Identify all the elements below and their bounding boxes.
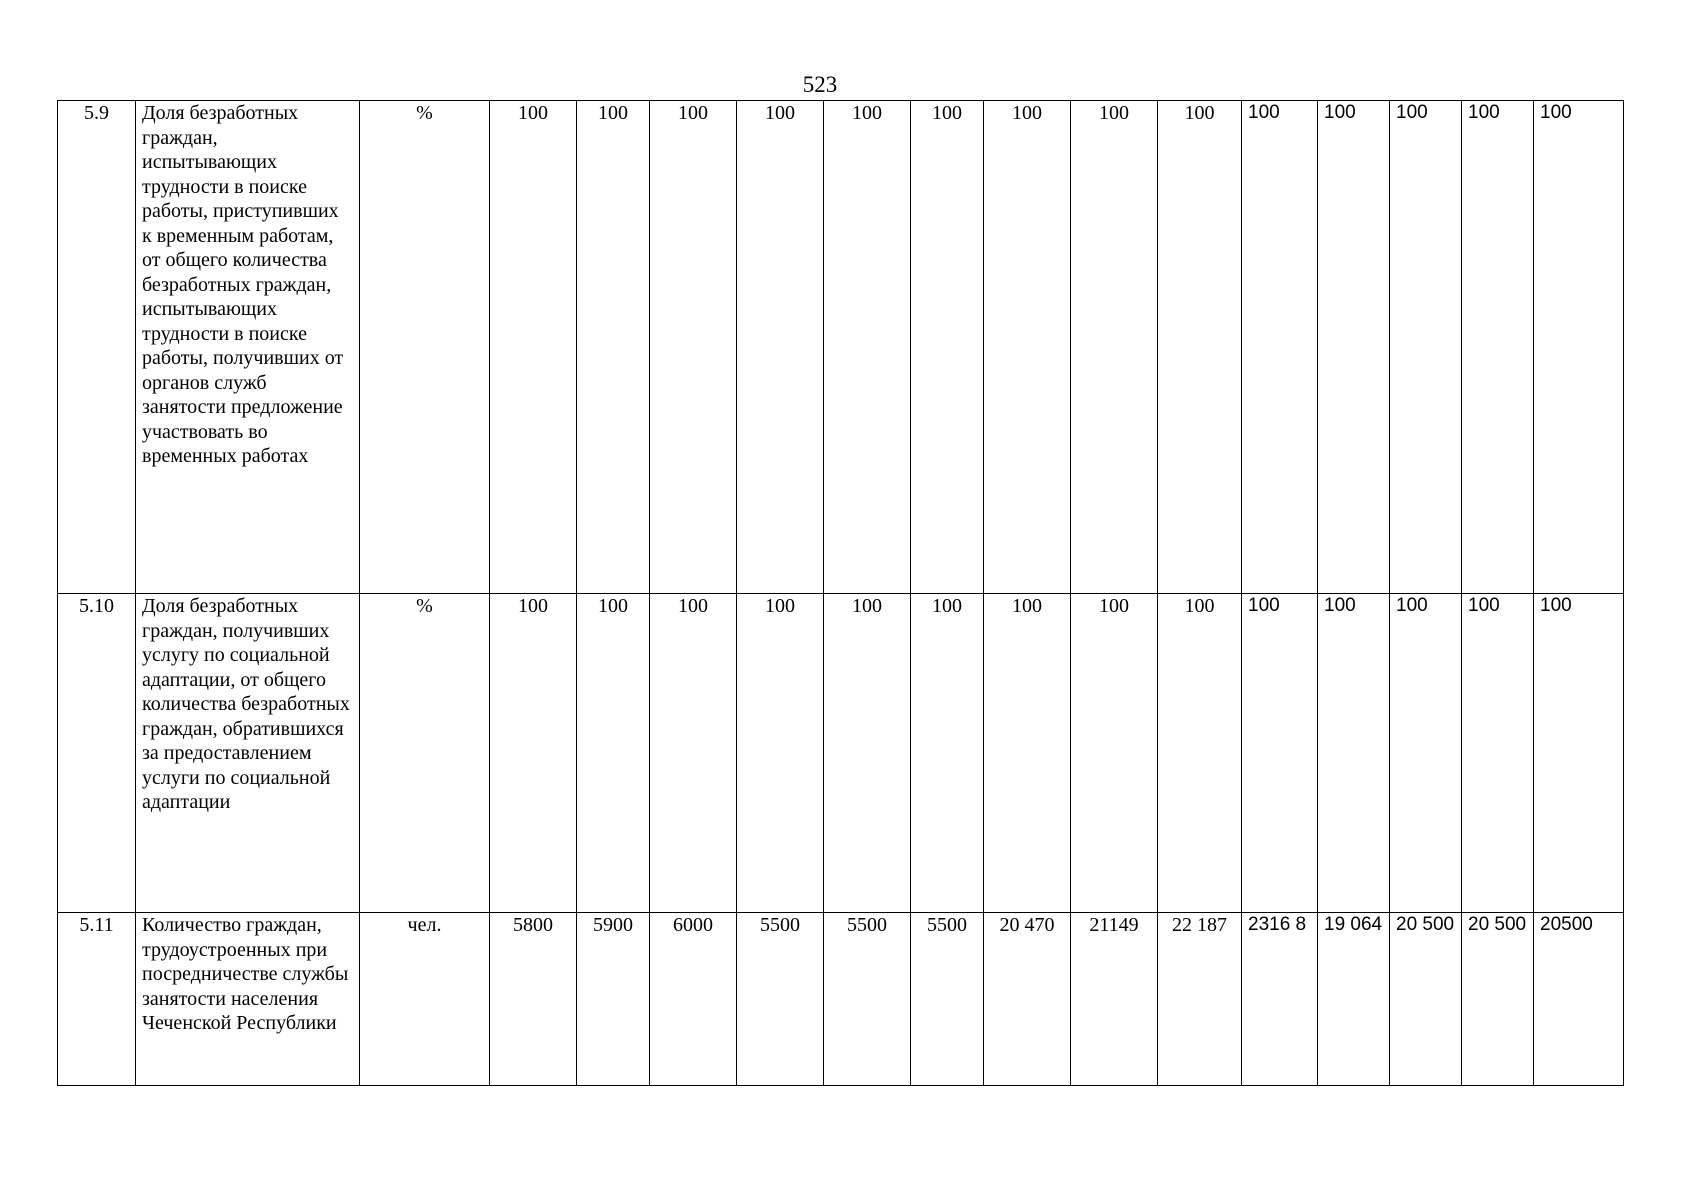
value-cell: 100: [984, 594, 1071, 913]
value-cell: 100: [824, 101, 911, 594]
value-cell: 5500: [824, 913, 911, 1086]
value-cell: 22 187: [1158, 913, 1242, 1086]
value-cell: 100: [577, 594, 650, 913]
value-cell: 100: [490, 101, 577, 594]
target-value-cell: 100: [1534, 101, 1624, 594]
target-value-cell: 100: [1534, 594, 1624, 913]
value-cell: 5500: [737, 913, 824, 1086]
value-cell: 19 064: [1318, 913, 1390, 1086]
value-cell: 100: [1390, 101, 1462, 594]
value-cell: 100: [1071, 101, 1158, 594]
value-cell: 20 470: [984, 913, 1071, 1086]
value-cell: 100: [737, 101, 824, 594]
indicator-name: Количество граждан, трудоустроенных при посредничестве службы занятости населения Чеченской Республики: [136, 913, 360, 1086]
value-cell: 100: [650, 594, 737, 913]
value-cell: 100: [911, 594, 984, 913]
value-cell: 2316 8: [1242, 913, 1318, 1086]
value-cell: 21149: [1071, 913, 1158, 1086]
value-cell: 20 500: [1462, 913, 1534, 1086]
target-value-cell: 20500: [1534, 913, 1624, 1086]
page-number: 523: [802, 72, 838, 97]
table-row: [58, 594, 1624, 913]
unit-cell: чел.: [360, 913, 490, 1086]
value-cell: 100: [1242, 594, 1318, 913]
indicator-name: Доля безработных граждан, испытывающих трудности в поиске работы, приступивших к временным работам, от общего количества безработных граждан, испытывающих трудности в поиске работы, получивших от органов служб занятости предложение участвовать во временных работах: [136, 101, 360, 594]
value-cell: 100: [1318, 594, 1390, 913]
value-cell: 100: [577, 101, 650, 594]
table-row: [58, 913, 1624, 1086]
row-number: 5.11: [58, 913, 136, 1086]
value-cell: 100: [824, 594, 911, 913]
value-cell: 5900: [577, 913, 650, 1086]
value-cell: 100: [1242, 101, 1318, 594]
row-number: 5.9: [58, 101, 136, 594]
value-cell: 100: [984, 101, 1071, 594]
table-row: [58, 101, 1624, 594]
unit-cell: %: [360, 101, 490, 594]
value-cell: 100: [1158, 594, 1242, 913]
indicators-table: [57, 100, 1624, 1086]
value-cell: 100: [1158, 101, 1242, 594]
value-cell: 100: [650, 101, 737, 594]
value-cell: 100: [1318, 101, 1390, 594]
indicator-name: Доля безработных граждан, получивших услугу по социальной адаптации, от общего количества безработных граждан, обратившихся за предоставлением услуги по социальной адаптации: [136, 594, 360, 913]
unit-cell: %: [360, 594, 490, 913]
value-cell: 100: [737, 594, 824, 913]
value-cell: 6000: [650, 913, 737, 1086]
row-number: 5.10: [58, 594, 136, 913]
value-cell: 5800: [490, 913, 577, 1086]
value-cell: 100: [1462, 594, 1534, 913]
value-cell: 100: [1071, 594, 1158, 913]
value-cell: 100: [911, 101, 984, 594]
value-cell: 20 500: [1390, 913, 1462, 1086]
value-cell: 100: [1462, 101, 1534, 594]
value-cell: 100: [490, 594, 577, 913]
value-cell: 100: [1390, 594, 1462, 913]
value-cell: 5500: [911, 913, 984, 1086]
